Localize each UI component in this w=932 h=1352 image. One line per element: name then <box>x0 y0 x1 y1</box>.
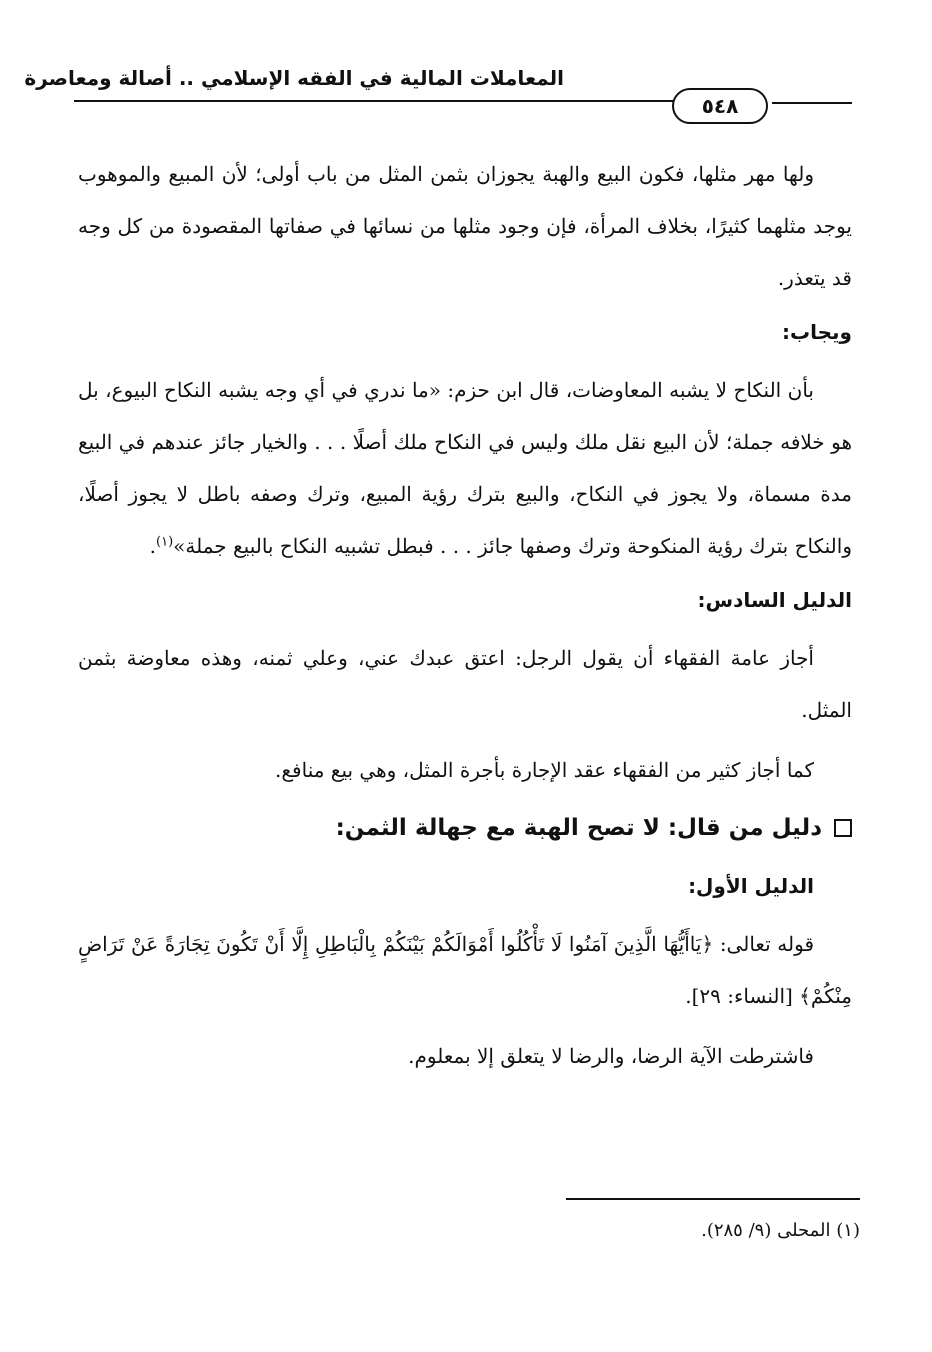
square-bullet-icon <box>834 819 852 837</box>
heading-first-evidence: الدليل الأول: <box>688 874 814 898</box>
header-rule <box>74 100 722 102</box>
footnote-separator <box>566 1198 860 1200</box>
footnote-ref-1: (١) <box>156 534 174 550</box>
section-heading <box>78 800 852 856</box>
header-title: المعاملات المالية في الفقه الإسلامي .. أصالة ومعاصرة <box>24 66 564 90</box>
paragraph-2 <box>78 364 852 572</box>
header-rule-right <box>772 102 852 104</box>
paragraph-5: قوله تعالى: ﴿يَاأَيُّهَا الَّذِينَ آمَنُوا لَا تَأْكُلُوا أَمْوَالَكُمْ بَيْنَكُمْ بِالْبَاطِلِ إِلَّا أَنْ تَكُونَ تِجَارَةً عَنْ تَرَاضٍ مِنْكُمْ﴾ [النساء: ٢٩]. <box>78 932 852 1008</box>
section-heading-text: دليل من قال: لا تصح الهبة مع جهالة الثمن: <box>335 815 822 841</box>
footnote-1: (١) المحلى (٩/ ٢٨٥). <box>701 1220 860 1241</box>
paragraph-2-text: بأن النكاح لا يشبه المعاوضات، قال ابن حزم: «ما ندري في أي وجه يشبه النكاح البيوع، بل هو خلافه جملة؛ لأن البيع نقل ملك وليس في النكاح ملك أصلًا . . . والخيار جائز عندهم في البيع مدة مسماة، ولا يجوز في النكاح، والبيع بترك رؤية المبيع، وترك وصفه باطل لا يجوز أصلًا، والنكاح بترك رؤية المنكوحة وترك وصفها جائز . . . فبطل تشبيه النكاح بالبيع جملة» <box>78 378 852 558</box>
body-text <box>78 148 852 1082</box>
paragraph-4: كما أجاز كثير من الفقهاء عقد الإجارة بأجرة المثل، وهي بيع منافع. <box>275 758 814 782</box>
paragraph-3: أجاز عامة الفقهاء أن يقول الرجل: اعتق عبدك عني، وعلي ثمنه، وهذه معاوضة بثمن المثل. <box>78 646 852 722</box>
heading-answer: ويجاب: <box>782 320 852 344</box>
running-header <box>24 60 852 122</box>
page-number: ٥٤٨ <box>672 88 768 124</box>
paragraph-1: ولها مهر مثلها، فكون البيع والهبة يجوزان بثمن المثل من باب أولى؛ لأن المبيع والموهوب يوجد مثلهما كثيرًا، بخلاف المرأة، فإن وجود مثلها من نسائها في صفاتها المقصودة من كل وجه قد يتعذر. <box>78 162 852 290</box>
paragraph-6: فاشترطت الآية الرضا، والرضا لا يتعلق إلا بمعلوم. <box>408 1044 814 1068</box>
paragraph-2-end: . <box>149 534 157 558</box>
heading-sixth-evidence: الدليل السادس: <box>697 588 852 612</box>
